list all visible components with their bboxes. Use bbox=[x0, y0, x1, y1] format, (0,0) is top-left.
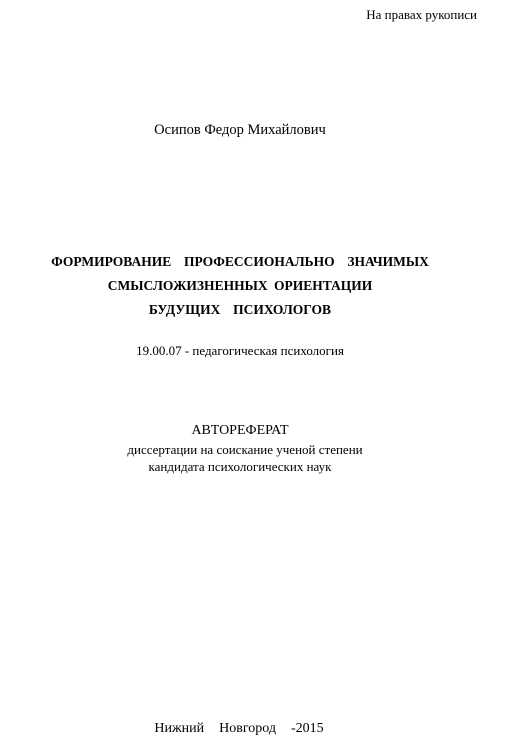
place-and-year: Нижний Новгород -2015 bbox=[154, 721, 324, 736]
abstract-description-line-1: диссертации на соискание ученой степени bbox=[127, 442, 363, 457]
dissertation-title-line-3: БУДУЩИХ ПСИХОЛОГОВ bbox=[148, 302, 332, 317]
rights-notice: На правах рукописи bbox=[366, 7, 477, 22]
abstract-heading: АВТОРЕФЕРАТ bbox=[191, 423, 289, 438]
specialty-code: 19.00.07 - педагогическая психология bbox=[136, 343, 344, 358]
dissertation-title-line-2: СМЫСЛОЖИЗНЕННЫХ ОРИЕНТАЦИИ bbox=[107, 278, 373, 293]
author-name: Осипов Федор Михайлович bbox=[154, 122, 326, 138]
dissertation-title-line-1: ФОРМИРОВАНИЕ ПРОФЕССИОНАЛЬНО ЗНАЧИМЫХ bbox=[51, 254, 429, 269]
abstract-description-line-2: кандидата психологических наук bbox=[148, 459, 332, 474]
